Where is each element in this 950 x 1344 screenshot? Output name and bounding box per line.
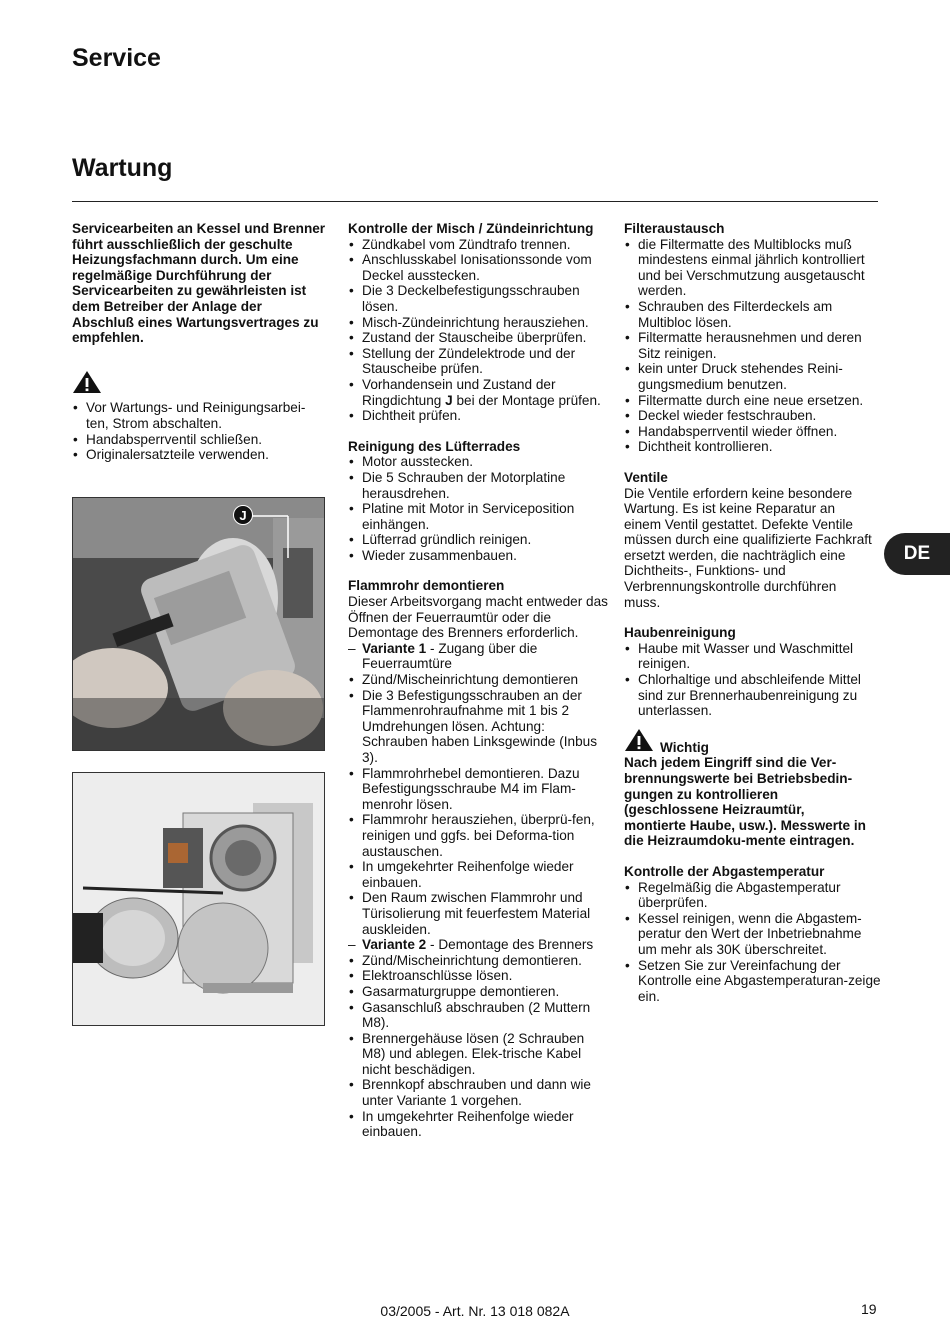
heading-flame-tube: Flammrohr demontieren — [348, 578, 505, 594]
section-title: Wartung — [72, 154, 173, 182]
photo-mixing-device — [72, 497, 325, 751]
filter-list — [624, 237, 884, 455]
flame-tube-list — [348, 641, 608, 1140]
list-item: • Kessel reinigen, wenn die Abgastem-peratur den Wert der Inbetriebnahme um mehr als 30K überschreitet. — [624, 911, 884, 958]
heading-mixing-ignition: Kontrolle der Misch / Zündeinrichtung — [348, 221, 594, 236]
list-item: • Chlorhaltige und abschleifende Mittel sind zur Brennerhaubenreinigung zu unterlassen. — [624, 672, 884, 719]
list-item: • Originalersatzteile verwenden. — [72, 447, 327, 463]
list-item: • Brennergehäuse lösen (2 Schrauben M8) und ablegen. Elek-trische Kabel nicht beschädigen. — [348, 1031, 608, 1078]
list-item: • Elektroanschlüsse lösen. — [348, 968, 608, 984]
list-item: • Dichtheit kontrollieren. — [624, 439, 884, 455]
list-item: • die Filtermatte des Multiblocks muß mindestens einmal jährlich kontrolliert und bei Verschmutzung ausgetauscht werden. — [624, 237, 884, 299]
list-item: • Wieder zusammenbauen. — [348, 548, 608, 564]
list-item: • Zündkabel vom Zündtrafo trennen. — [348, 237, 608, 253]
list-item: • Die 5 Schrauben der Motorplatine herausdrehen. — [348, 470, 608, 501]
list-item: • Gasarmaturgruppe demontieren. — [348, 984, 608, 1000]
warning-icon — [624, 728, 654, 756]
important-note-header — [624, 728, 884, 756]
marker-j: J — [233, 505, 253, 525]
footer-text: 03/2005 - Art. Nr. 13 018 082A — [380, 1303, 570, 1319]
intro-paragraph: Servicearbeiten an Kessel und Brenner führt ausschließlich der geschulte Heizungsfachmann durch. Um eine regelmäßige Durchführung der Servicearbeiten zu gewährleisten ist dem Betreiber der Anlage der Abschluß eines Wartungsvertrages zu empfehlen. — [72, 221, 326, 346]
list-item: • Zustand der Stauscheibe überprüfen. — [348, 330, 608, 346]
warning-icon — [72, 370, 327, 398]
list-item: • Gasanschluß abschrauben (2 Muttern M8). — [348, 1000, 608, 1031]
heading-exhaust-temp: Kontrolle der Abgastemperatur — [624, 863, 825, 879]
list-item: • Flammrohr herausziehen, überprü-fen, reinigen und ggfs. bei Deforma-tion austauschen. — [348, 812, 608, 859]
list-item: • Schrauben des Filterdeckels am Multibloc lösen. — [624, 299, 884, 330]
heading-filter: Filteraustausch — [624, 221, 725, 236]
list-item: • Handabsperrventil schließen. — [72, 432, 327, 448]
language-tab: DE — [884, 533, 950, 575]
variant-2: – Variante 2 - Demontage des Brenners — [348, 937, 608, 953]
list-item: • Dichtheit prüfen. — [348, 408, 608, 424]
list-item: • Den Raum zwischen Flammrohr und Türisolierung mit feuerfestem Material auskleiden. — [348, 890, 608, 937]
heading-hood-cleaning: Haubenreinigung — [624, 625, 736, 641]
important-label: Wichtig — [660, 739, 709, 755]
list-item: • Anschlusskabel Ionisationssonde vom Deckel ausstecken. — [348, 252, 608, 283]
fan-cleaning-list — [348, 454, 608, 563]
mixing-ignition-list — [348, 237, 608, 424]
column-left — [72, 221, 327, 463]
page-number: 19 — [861, 1301, 877, 1317]
important-text: Nach jedem Eingriff sind die Ver-brennungswerte bei Betriebsbedin-gungen zu kontrollieren (geschlossene Heizraumtür, montierte Haube, usw.). Messwerte in die Heizraumdoku-mente eintragen. — [624, 755, 866, 849]
list-item: • Handabsperrventil wieder öffnen. — [624, 424, 884, 440]
valves-text: Die Ventile erfordern keine besondere Wartung. Es ist keine Reparatur an einem Ventil gestattet. Defekte Ventile müssen durch eine qualifizierte Fachkraft ersetzt werden, die nachträglich eine Dichtheits-, Funktions- und Verbrennungskontrolle durchführen muss. — [624, 485, 872, 610]
column-right — [624, 221, 884, 1004]
list-item: • Deckel wieder festschrauben. — [624, 408, 884, 424]
column-middle — [348, 221, 608, 1140]
list-item: • Flammrohrhebel demontieren. Dazu Befestigungsschraube M4 im Flam-menrohr lösen. — [348, 766, 608, 813]
list-item: • Die 3 Deckelbefestigungsschrauben lösen. — [348, 283, 608, 314]
list-item: • Regelmäßig die Abgastemperatur überprüfen. — [624, 880, 884, 911]
heading-fan-cleaning: Reinigung des Lüfterrades — [348, 438, 521, 454]
list-item: • In umgekehrter Reihenfolge wieder einbauen. — [348, 859, 608, 890]
list-item: • Lüfterrad gründlich reinigen. — [348, 532, 608, 548]
heading-valves: Ventile — [624, 469, 668, 485]
list-item: • Motor ausstecken. — [348, 454, 608, 470]
list-item: • Vorhandensein und Zustand der Ringdichtung J bei der Montage prüfen. — [348, 377, 608, 408]
safety-list — [72, 400, 327, 462]
list-item: • Brennkopf abschrauben und dann wie unter Variante 1 vorgehen. — [348, 1077, 608, 1108]
list-item: • Stellung der Zündelektrode und der Stauscheibe prüfen. — [348, 346, 608, 377]
list-item: • Misch-Zündeinrichtung herausziehen. — [348, 315, 608, 331]
list-item: • Haube mit Wasser und Waschmittel reinigen. — [624, 641, 884, 672]
page-title: Service — [72, 44, 161, 72]
list-item: • Vor Wartungs- und Reinigungsarbei-ten, Strom abschalten. — [72, 400, 327, 431]
list-item: • Filtermatte herausnehmen und deren Sitz reinigen. — [624, 330, 884, 361]
flame-tube-intro: Dieser Arbeitsvorgang macht entweder das Öffnen der Feuerraumtür oder die Demontage des Brenners erforderlich. — [348, 594, 608, 641]
divider — [72, 201, 878, 202]
list-item: • Zünd/Mischeinrichtung demontieren — [348, 672, 608, 688]
list-item: • Zünd/Mischeinrichtung demontieren. — [348, 953, 608, 969]
variant-1: – Variante 1 - Zugang über die Feuerraumtüre — [348, 641, 608, 672]
photo-burner-assembly — [72, 772, 325, 1026]
hood-cleaning-list — [624, 641, 884, 719]
list-item: • Die 3 Befestigungsschrauben an der Flammenrohraufnahme mit 1 bis 2 Umdrehungen lösen. Achtung: Schrauben haben Linksgewinde (Inbus 3). — [348, 688, 608, 766]
list-item: • Filtermatte durch eine neue ersetzen. — [624, 393, 884, 409]
list-item: • Setzen Sie zur Vereinfachung der Kontrolle eine Abgastemperaturan-zeige ein. — [624, 958, 884, 1005]
list-item: • In umgekehrter Reihenfolge wieder einbauen. — [348, 1109, 608, 1140]
list-item: • kein unter Druck stehendes Reini-gungsmedium benutzen. — [624, 361, 884, 392]
exhaust-temp-list — [624, 880, 884, 1005]
list-item: • Platine mit Motor in Serviceposition einhängen. — [348, 501, 608, 532]
